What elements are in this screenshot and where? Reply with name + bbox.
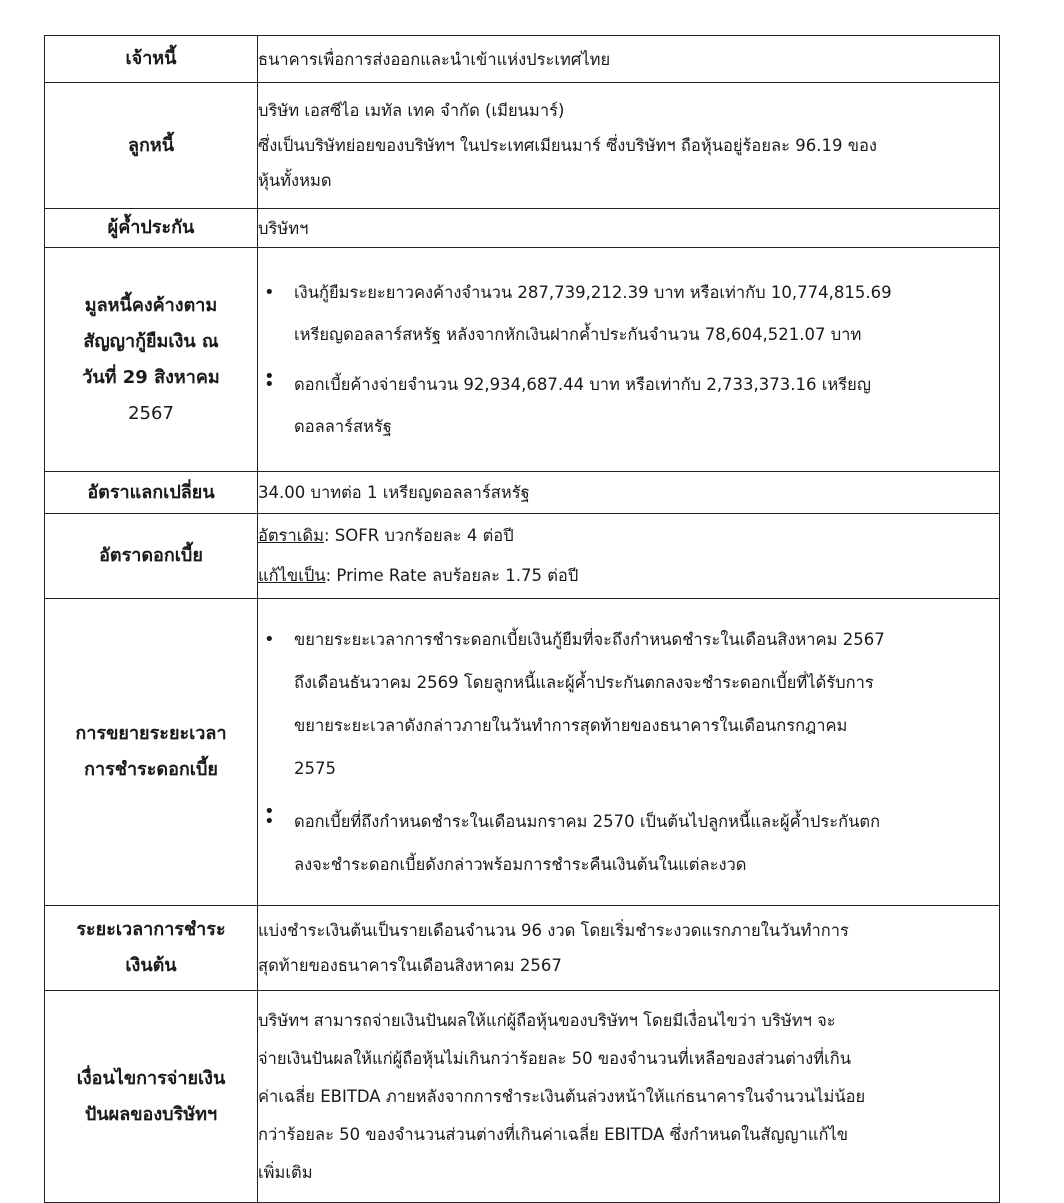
new-rate [258,556,999,596]
exchange-rate-value: 34.00 บาทต่อ 1 เหรียญดอลลาร์สหรัฐ [258,472,1000,514]
row-principal-period [45,906,1000,991]
bullet-line: • ดอกเบี้ยค้างจ่ายจำนวน 92,934,687.44 บาท หรือเท่ากับ 2,733,373.16 เหรียญ [294,374,871,394]
dividend-line: กว่าร้อยละ 50 ของจำนวนส่วนต่างที่เกินค่าเฉลี่ย EBITDA ซึ่งกำหนดในสัญญาแก้ไข [258,1124,849,1144]
bullet-item [294,364,999,448]
label-line: 2567 [128,402,174,424]
label-line: ระยะเวลาการชำระ [76,919,226,940]
bullet-line: ลงจะชำระดอกเบี้ยดังกล่าวพร้อมการชำระคืนเงินต้นในแต่ละงวด [294,855,747,874]
row-interest-rate [45,514,1000,599]
extension-bullets [258,618,999,886]
bullet-line: • ขยายระยะเวลาการชำระดอกเบี้ยเงินกู้ยืมที่จะถึงกำหนดชำระในเดือนสิงหาคม 2567 [294,630,885,649]
bullet-line: เหรียญดอลลาร์สหรัฐ หลังจากหักเงินฝากค้ำประกันจำนวน 78,604,521.07 บาท [294,324,862,344]
label-line: ปันผลของบริษัทฯ [84,1103,218,1125]
new-rate-prefix: แก้ไขเป็น [258,566,326,585]
bullet-item [294,618,999,790]
old-rate [258,516,999,556]
principal-line: แบ่งชำระเงินต้นเป็นรายเดือนจำนวน 96 งวด โดยเริ่มชำระงวดแรกภายในวันทำการ [258,921,849,940]
label-line: มูลหนี้คงค้างตาม [84,294,218,316]
interest-rate-value [258,514,1000,599]
principal-period-value [258,906,1000,991]
row-outstanding-debt [45,248,1000,472]
dividend-conditions-label [45,991,258,1203]
exchange-rate-label: อัตราแลกเปลี่ยน [45,472,258,514]
interest-extension-value [258,599,1000,906]
debtor-line: ซึ่งเป็นบริษัทย่อยของบริษัทฯ ในประเทศเมียนมาร์ ซึ่งบริษัทฯ ถือหุ้นอยู่ร้อยละ 96.19 ของ [258,136,877,155]
row-dividend-conditions [45,991,1000,1203]
row-debtor [45,83,1000,209]
debtor-value [258,83,1000,209]
old-rate-prefix: อัตราเดิม [258,526,324,545]
dividend-line: จ่ายเงินปันผลให้แก่ผู้ถือหุ้นไม่เกินกว่าร้อยละ 50 ของจำนวนที่เหลือของส่วนต่างที่เกิน [258,1048,851,1068]
bullet-line: ดอลลาร์สหรัฐ [294,416,392,436]
dividend-line: บริษัทฯ สามารถจ่ายเงินปันผลให้แก่ผู้ถือหุ้นของบริษัทฯ โดยมีเงื่อนไขว่า บริษัทฯ จะ [258,1010,836,1030]
label-line: สัญญากู้ยืมเงิน ณ [83,330,219,352]
principal-period-label [45,906,258,991]
label-line: การขยายระยะเวลา [75,723,227,744]
creditor-value: ธนาคารเพื่อการส่งออกและนำเข้าแห่งประเทศไทย [258,36,1000,83]
label-line: เงินต้น [125,955,177,976]
outstanding-debt-value [258,248,1000,472]
old-rate-value: : SOFR บวกร้อยละ 4 ต่อปี [323,526,514,545]
row-creditor [45,36,1000,83]
debtor-label: ลูกหนี้ [45,83,258,209]
new-rate-value: : Prime Rate ลบร้อยละ 1.75 ต่อปี [325,566,579,585]
creditor-label: เจ้าหนี้ [45,36,258,83]
bullet-item [294,272,999,356]
bullet-line: 2575 [294,759,336,778]
dividend-line: ค่าเฉลี่ย EBITDA ภายหลังจากการชำระเงินต้นล่วงหน้าให้แก่ธนาคารในจำนวนไม่น้อย [258,1086,866,1106]
guarantor-value: บริษัทฯ [258,209,1000,248]
row-guarantor [45,209,1000,248]
row-exchange-rate [45,472,1000,514]
dividend-conditions-value [258,991,1000,1203]
label-line: การชำระดอกเบี้ย [84,759,218,780]
dividend-line: เพิ่มเติม [258,1162,313,1182]
outstanding-bullets [258,272,999,448]
outstanding-debt-label [45,248,258,472]
guarantor-label: ผู้ค้ำประกัน [45,209,258,248]
interest-extension-label [45,599,258,906]
debtor-line: หุ้นทั้งหมด [258,171,332,190]
label-line: วันที่ 29 สิงหาคม [82,366,220,388]
loan-terms-table [44,35,1000,1203]
label-line: เงื่อนไขการจ่ายเงิน [76,1067,226,1089]
bullet-line: • ดอกเบี้ยที่ถึงกำหนดชำระในเดือนมกราคม 2570 เป็นต้นไปลูกหนี้และผู้ค้ำประกันตก [294,812,881,831]
interest-rate-label: อัตราดอกเบี้ย [45,514,258,599]
row-interest-extension [45,599,1000,906]
bullet-item [294,800,999,886]
principal-line: สุดท้ายของธนาคารในเดือนสิงหาคม 2567 [258,956,562,975]
bullet-line: ขยายระยะเวลาดังกล่าวภายในวันทำการสุดท้ายของธนาคารในเดือนกรกฎาคม [294,716,848,735]
bullet-line: ถึงเดือนธันวาคม 2569 โดยลูกหนี้และผู้ค้ำประกันตกลงจะชำระดอกเบี้ยที่ได้รับการ [294,673,874,692]
debtor-line: บริษัท เอสซีไอ เมทัล เทค จำกัด (เมียนมาร์) [258,101,565,120]
bullet-line: • เงินกู้ยืมระยะยาวคงค้างจำนวน 287,739,212.39 บาท หรือเท่ากับ 10,774,815.69 [294,282,892,302]
